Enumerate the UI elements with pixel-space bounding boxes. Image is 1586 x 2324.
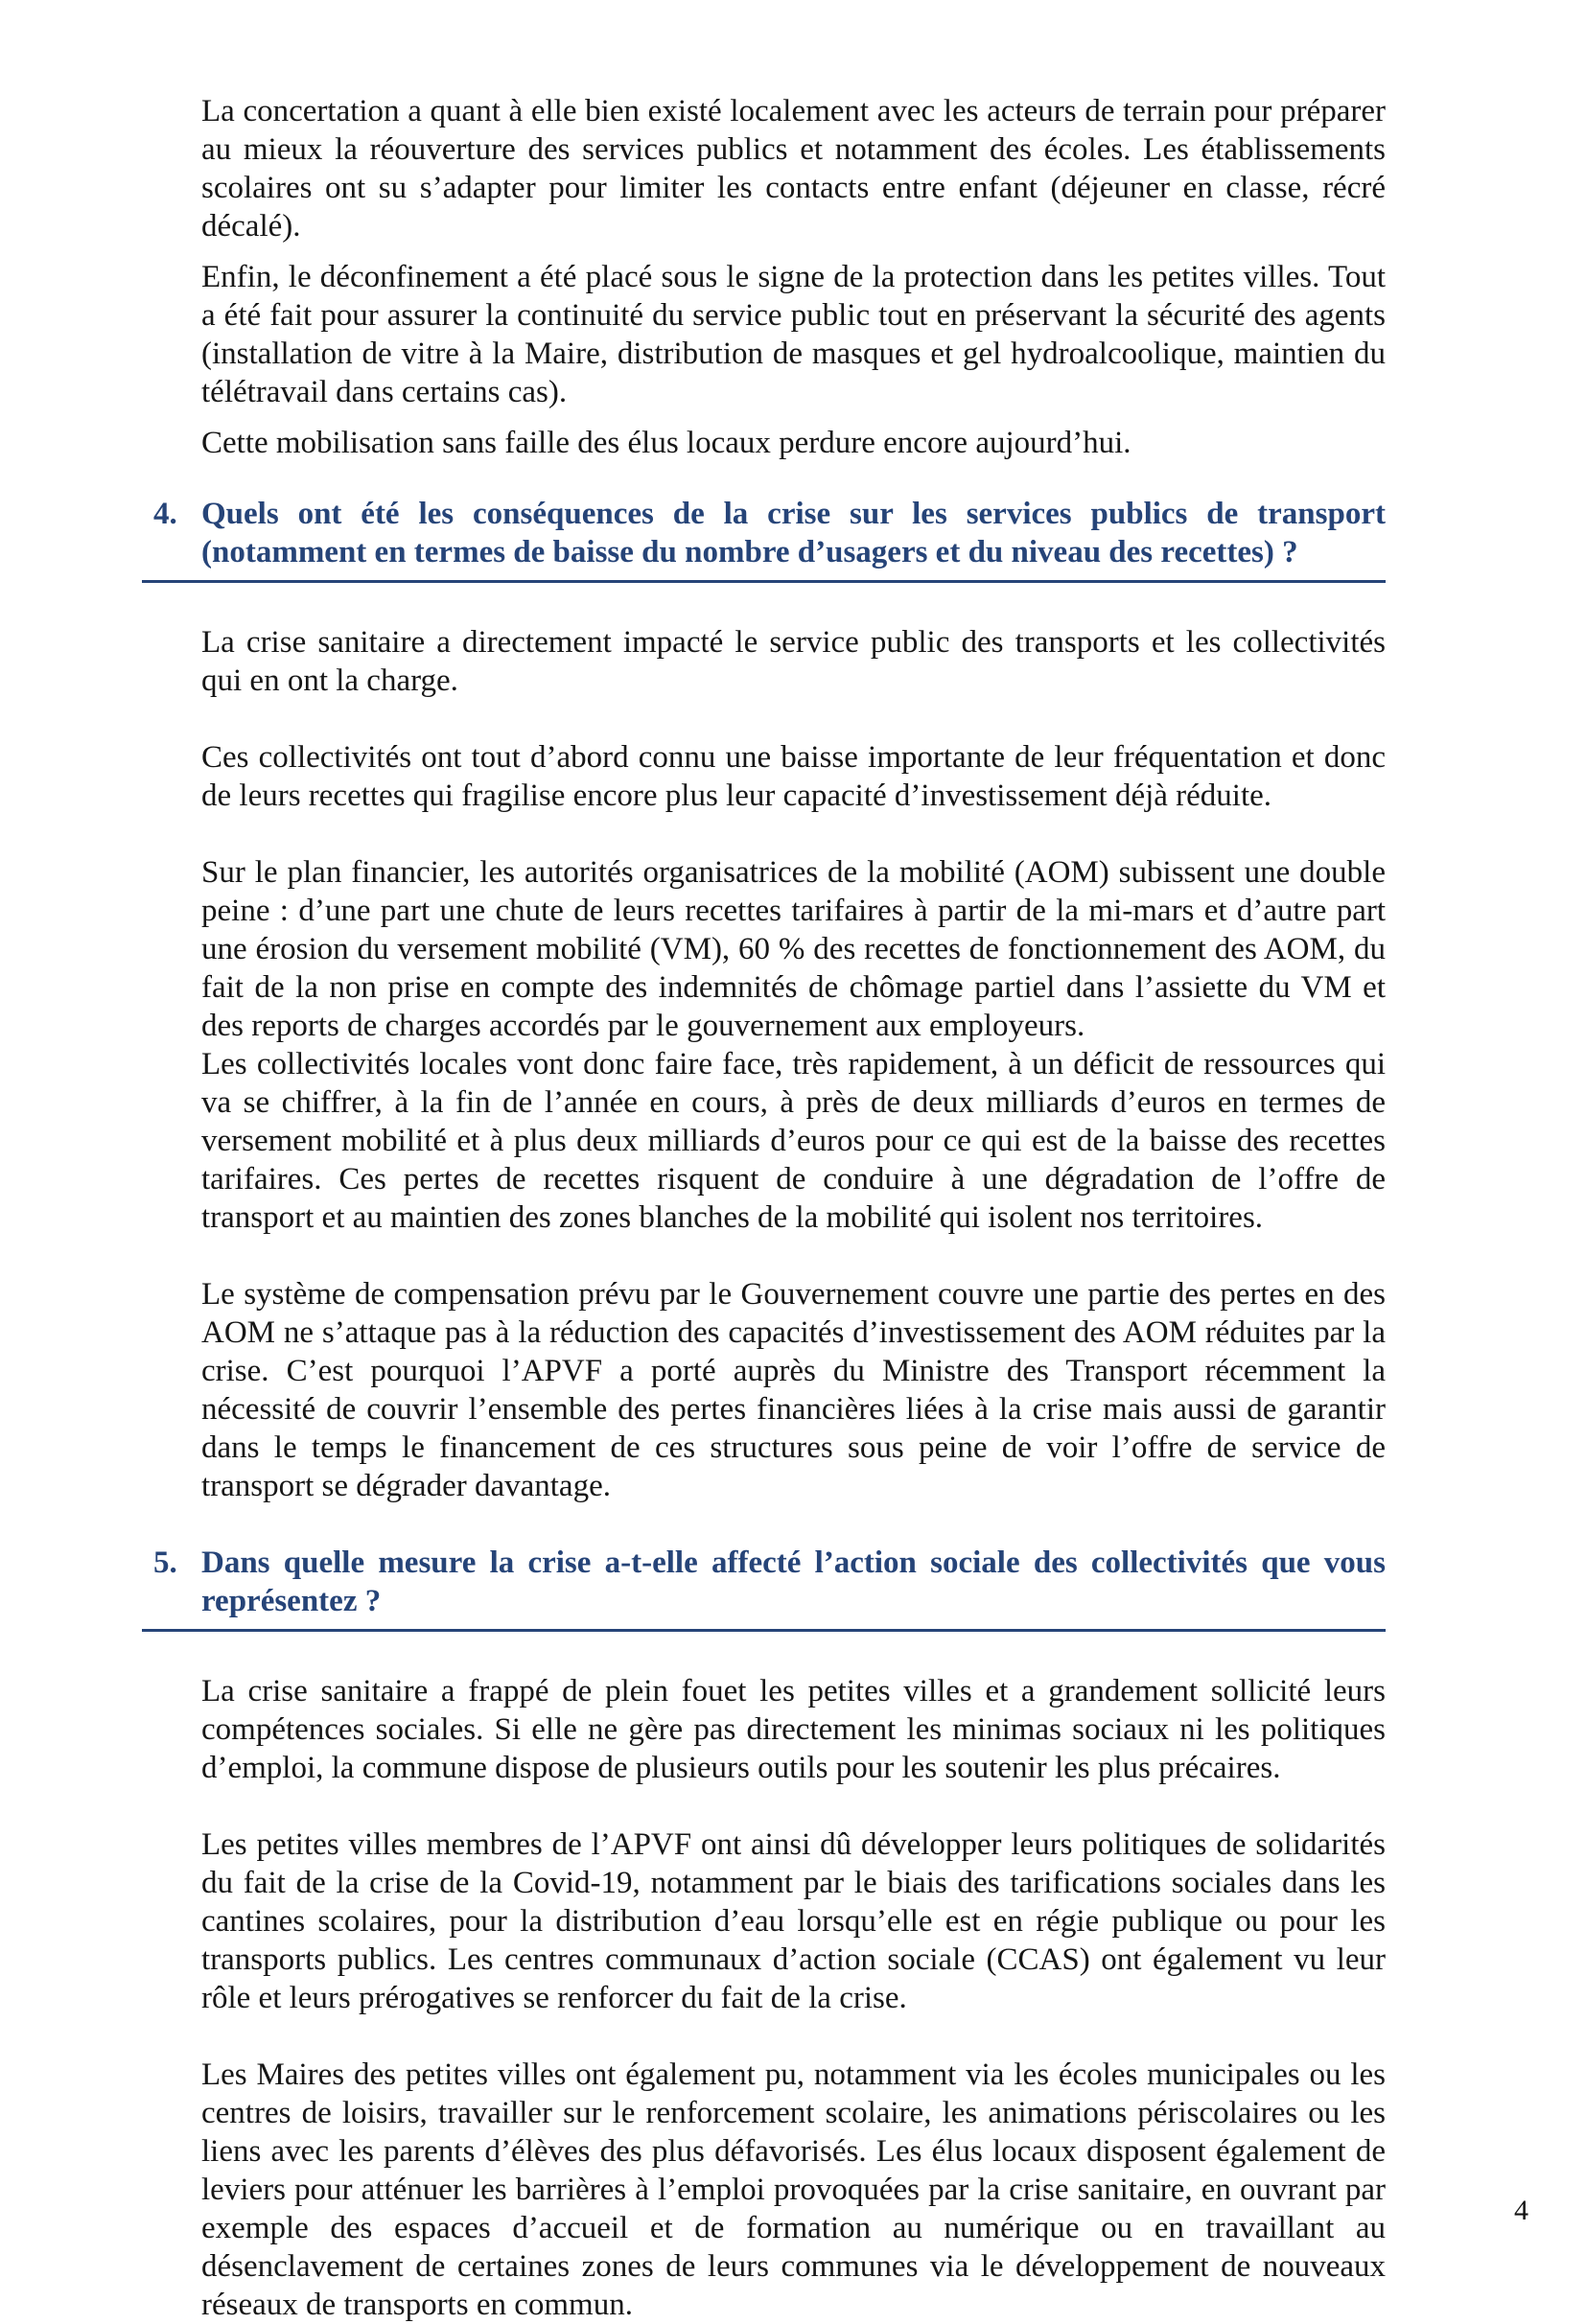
section-5-paragraph-2: Les petites villes membres de l’APVF ont ainsi dû développer leurs politiques de solidarités du fait de la crise de la Covid-19, notamment par le biais des tarifications sociales dans les cantines scolaires, pour la distribution d’eau lorsqu’elle est en régie publique ou pour les transports publics. Les centres communaux d’action sociale (CCAS) ont également vu leur rôle et leurs prérogatives se renforcer du fait de la crise. [201, 1827, 1386, 2015]
section-5-heading-rule [142, 1629, 1386, 1632]
intro-paragraph-2: Enfin, le déconfinement a été placé sous le signe de la protection dans les petites villes. Tout a été fait pour assurer la continuité du service public tout en préservant la sécurité des agents (installation de vitre à la Maire, distribution de masques et gel hydroalcoolique, maintien du télétravail dans certains cas). [201, 260, 1386, 409]
section-question-5 [153, 1544, 1386, 2324]
intro-paragraph-1: La concertation a quant à elle bien existé localement avec les acteurs de terrain pour préparer au mieux la réouverture des services publics et notamment des écoles. Les établissements scolaires ont su s’adapter pour limiter les contacts entre enfant (déjeuner en classe, récré décalé). [201, 94, 1386, 244]
section-4-heading-rule [142, 580, 1386, 583]
section-4-paragraph-2: Ces collectivités ont tout d’abord connu une baisse importante de leur fréquentation et donc de leurs recettes qui fragilise encore plus leur capacité d’investissement déjà réduite. [201, 740, 1386, 813]
section-5-number: 5. [153, 1545, 177, 1580]
section-4-paragraph-3: Sur le plan financier, les autorités organisatrices de la mobilité (AOM) subissent une double peine : d’une part une chute de leurs recettes tarifaires à partir de la mi-mars et d’autre part une érosion du versement mobilité (VM), 60 % des recettes de fonctionnement des AOM, du fait de la non prise en compte des indemnités de chômage partiel dans l’assiette du VM et des reports de charges accordés par le gouvernement aux employeurs. [201, 855, 1386, 1043]
section-4-title: Quels ont été les conséquences de la crise sur les services publics de transport (notamment en termes de baisse du nombre d’usagers et du niveau des recettes) ? [201, 497, 1386, 569]
section-4-heading [153, 495, 1386, 571]
section-5-heading [153, 1544, 1386, 1620]
document-content [153, 92, 1386, 2324]
section-4-paragraph-5: Le système de compensation prévu par le Gouvernement couvre une partie des pertes en des AOM ne s’attaque pas à la réduction des capacités d’investissement des AOM réduites par la crise. C’est pourquoi l’APVF a porté auprès du Ministre des Transport récemment la nécessité de couvrir l’ensemble des pertes financières liées à la crise mais aussi de garantir dans le temps le financement de ces structures sous peine de voir l’offre de service de transport se dégrader davantage. [201, 1277, 1386, 1503]
intro-paragraph-3: Cette mobilisation sans faille des élus locaux perdure encore aujourd’hui. [201, 426, 1131, 460]
section-4-number: 4. [153, 497, 177, 531]
section-5-paragraph-1: La crise sanitaire a frappé de plein fouet les petites villes et a grandement sollicité leurs compétences sociales. Si elle ne gère pas directement les minimas sociaux ni les politiques d’emploi, la commune dispose de plusieurs outils pour les soutenir les plus précaires. [201, 1674, 1386, 1785]
section-5-title: Dans quelle mesure la crise a-t-elle affecté l’action sociale des collectivités que vous représentez ? [201, 1545, 1386, 1618]
section-4-paragraph-1: La crise sanitaire a directement impacté le service public des transports et les collectivités qui en ont la charge. [201, 625, 1386, 698]
page-number: 4 [1514, 2195, 1528, 2226]
section-question-4 [153, 495, 1386, 1505]
section-5-paragraph-3: Les Maires des petites villes ont également pu, notamment via les écoles municipales ou les centres de loisirs, travailler sur le renforcement scolaire, les animations périscolaires ou les liens avec les parents d’élèves des plus défavorisés. Les élus locaux disposent également de leviers pour atténuer les barrières à l’emploi provoquées par la crise sanitaire, en ouvrant par exemple des espaces d’accueil et de formation au numérique ou en travaillant au désenclavement de certaines zones de leurs communes via le développement de nouveaux réseaux de transports en commun. [201, 2057, 1386, 2322]
section-4-paragraph-4: Les collectivités locales vont donc faire face, très rapidement, à un déficit de ressources qui va se chiffrer, à la fin de l’année en cours, à près de deux milliards d’euros en termes de versement mobilité et à plus deux milliards d’euros pour ce qui est de la baisse des recettes tarifaires. Ces pertes de recettes risquent de conduire à une dégradation de l’offre de transport et au maintien des zones blanches de la mobilité qui isolent nos territoires. [201, 1047, 1386, 1235]
